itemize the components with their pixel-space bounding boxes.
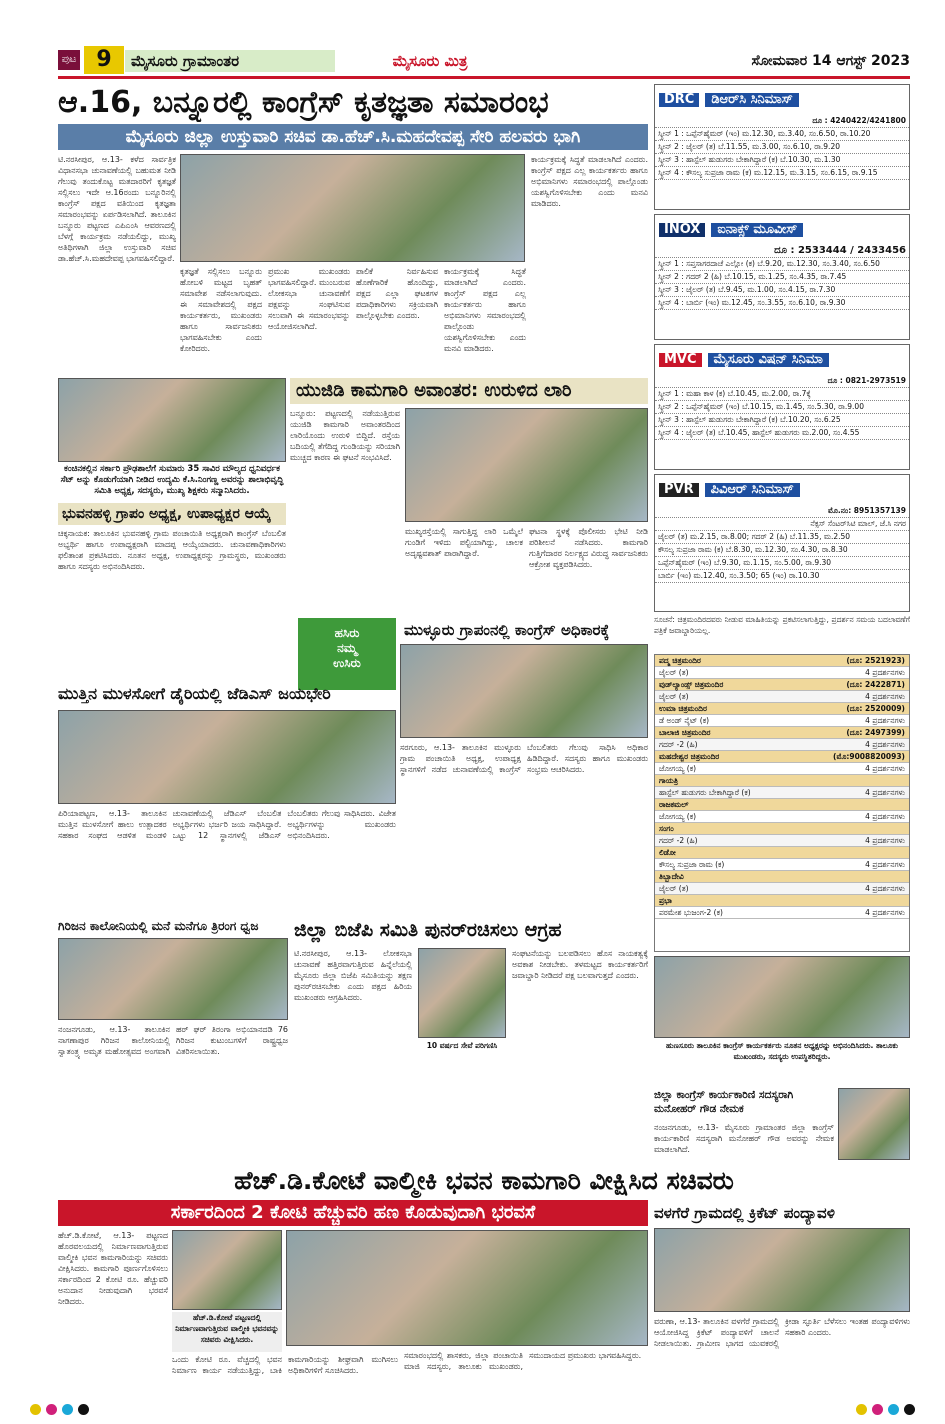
- drc-name: ಡಿಆರ್‌ಸಿ ಸಿನಿಮಾಸ್: [705, 93, 799, 107]
- theatre-name-row: [655, 895, 909, 907]
- theatre-name: ತಿಬ್ಬಾದೇವಿ: [659, 872, 684, 881]
- drc-row: ಸ್ಕ್ರೀನ್ 4 : ಕೌಸಲ್ಯ ಸುಪ್ರಜಾ ರಾಮ (ಕ) ಮ.12.15, ಮ.3.15, ಸಂ.6.15, ರಾ.9.15: [655, 167, 909, 180]
- inox-logo: INOX: [659, 223, 705, 237]
- theatre-name-row: [655, 751, 909, 763]
- pvr-phone: ಮೊ.ನಂ: 8951357139: [655, 505, 909, 518]
- pvr-row: ಕೌಸಲ್ಯ ಸುಪ್ರಜಾ ರಾಮ (ಕ) ಬೆ.8.30, ಮ.12.30, ಸಂ.4.30, ರಾ.8.30: [655, 544, 909, 557]
- inox-row: ಸ್ಕ್ರೀನ್ 1 : ಸಪ್ತಸಾಗರದಾಚೆ ಎಲ್ಲೋ (ಕ) ಬೆ.9.20, ಮ.12.30, ಸಂ.3.40, ಸಂ.6.50: [655, 258, 909, 271]
- masthead-logo: ಮೈಸೂರು ಮಿತ್ರ: [392, 52, 468, 70]
- movie-title: ಹಾಸ್ಟೆಲ್ ಹುಡುಗರು ಬೇಕಾಗಿದ್ದಾರೆ (ಕ): [659, 788, 751, 797]
- bjp-portrait: [418, 948, 506, 1038]
- mvc-name: ಮೈಸೂರು ವಿಷನ್ ಸಿನಿಮಾ: [708, 353, 829, 367]
- movie-title: ಪರಮೇಶ ಭುಜಂಗ-2 (ಕ): [659, 908, 723, 917]
- lorry-headline: ಯುಜಿಡಿ ಕಾಮಗಾರಿ ಅವಾಂತರ: ಉರುಳಿದ ಲಾರಿ: [290, 378, 648, 404]
- theatre-movie-row: [655, 667, 909, 679]
- registration-dot: [62, 1404, 73, 1415]
- theatre-name-row: [655, 823, 909, 835]
- hdkote-text-left: ಹೆಚ್.ಡಿ.ಕೋಟೆ, ಆ.13- ಪಟ್ಟಣದ ಹೊರವಲಯದಲ್ಲಿ ನಿರ್ಮಾಣವಾಗುತ್ತಿರುವ ವಾಲ್ಮೀಕಿ ಭವನ ಕಾಮಗಾರಿಯನ್ನು ಸಚಿವರು ವೀಕ್ಷಿಸಿದರು. ಕಾಮಗಾರಿ ಪೂರ್ಣಗೊಳಿಸಲು ಸರ್ಕಾರದಿಂದ 2 ಕೋಟಿ ರೂ. ಹೆಚ್ಚುವರಿ ಅನುದಾನ ನೀಡುವುದಾಗಿ ಭರವಸೆ ನೀಡಿದರು.: [58, 1231, 168, 1306]
- theatre-name-row: [655, 775, 909, 787]
- green-logo-line2: ನಮ್ಮ: [337, 641, 357, 655]
- show-count: 4 ಪ್ರದರ್ಶನಗಳು: [865, 860, 905, 869]
- green-logo: [298, 618, 396, 690]
- mvc-row: ಸ್ಕ್ರೀನ್ 2 : ಒಪ್ಪೆನ್‌ಹೈಮರ್ (ಇಂ) ಬೆ.10.15, ಮ.1.45, ಸಂ.5.30, ರಾ.9.00: [655, 401, 909, 414]
- pvr-row: ಒಪ್ಪೆನ್‌ಹೈಮರ್ (ಇಂ) ಬೆ.9.30, ಮ.1.15, ಸಂ.5.00, ರಾ.9.30: [655, 557, 909, 570]
- bjp-headline: ಜಿಲ್ಲಾ ಬಿಜೆಪಿ ಸಮಿತಿ ಪುನರ್‌ರಚಿಸಲು ಆಗ್ರಹ: [294, 919, 562, 941]
- show-count: 4 ಪ್ರದರ್ಶನಗಳು: [865, 668, 905, 677]
- lead-photo: [180, 154, 525, 262]
- mvc-phone: ದೂ : 0821-2973519: [655, 375, 909, 388]
- bjp-text-right: ಸಂಘಟನೆಯನ್ನು ಬಲಪಡಿಸಲು ಹೊಸ ನಾಯಕತ್ವಕ್ಕೆ ಅವಕಾಶ ನೀಡಬೇಕು. ತಳಮಟ್ಟದ ಕಾರ್ಯಕರ್ತರಿಗೆ ಜವಾಬ್ದಾರಿ ನೀಡಿದರೆ ಪಕ್ಷ ಬಲವಾಗುತ್ತದೆ ಎಂದರು.: [512, 949, 648, 980]
- registration-dot: [904, 1404, 915, 1415]
- movie-title: ಜೈಲರ್ (ತ): [659, 692, 689, 701]
- theatre-movie-row: [655, 859, 909, 871]
- page-label: ಪುಟ: [58, 50, 80, 70]
- theatre-name: ಮಹದೇಶ್ವರ ಚಿತ್ರಮಂದಿರ: [659, 752, 720, 761]
- flag-photo: [58, 938, 288, 1020]
- pvr-name: ಪಿವಿಆರ್ ಸಿನಿಮಾಸ್: [705, 483, 800, 497]
- inox-listing: [654, 214, 910, 340]
- mulluru-text: ಸರಗೂರು, ಆ.13- ತಾಲೂಕಿನ ಮುಳ್ಳೂರು ಗ್ರಾಮ ಪಂಚಾಯಿತಿ ಅಧ್ಯಕ್ಷ, ಉಪಾಧ್ಯಕ್ಷ ಸ್ಥಾನಗಳಿಗೆ ನಡೆದ ಚುನಾವಣೆಯಲ್ಲಿ ಕಾಂಗ್ರೆಸ್ ಬೆಂಬಲಿತರು ಗೆಲುವು ಸಾಧಿಸಿ ಅಧಿಕಾರ ಹಿಡಿದಿದ್ದಾರೆ. ಸದಸ್ಯರು ಹಾಗೂ ಮುಖಂಡರು ಸಂಭ್ರಮ ಆಚರಿಸಿದರು.: [400, 743, 648, 774]
- hdkote-building-photo: [172, 1230, 282, 1310]
- inox-name: ಐನಾಕ್ಸ್ ಮೂವೀಸ್: [711, 223, 803, 237]
- registration-dot: [888, 1404, 899, 1415]
- theatre-name-row: [655, 799, 909, 811]
- cricket-headline: ವಳಗೆರೆ ಗ್ರಾಮದಲ್ಲಿ ಕ್ರಿಕೆಟ್ ಪಂದ್ಯಾವಳಿ: [654, 1204, 835, 1222]
- theatre-phone: (ದೂ: 2520009): [846, 704, 905, 713]
- theatre-name-row: [655, 871, 909, 883]
- drc-phone: ದೂ : 4240422/4241800: [655, 115, 909, 128]
- lead-headline: ಆ.16, ಬನ್ನೂರಲ್ಲಿ ಕಾಂಗ್ರೆಸ್ ಕೃತಜ್ಞತಾ ಸಮಾರಂಭ: [58, 85, 549, 120]
- theatre-movie-row: [655, 907, 909, 919]
- show-count: 4 ಪ್ರದರ್ಶನಗಳು: [865, 692, 905, 701]
- registration-dot: [872, 1404, 883, 1415]
- hdkote-headline: ಹೆಚ್.ಡಿ.ಕೋಟೆ ವಾಲ್ಮೀಕಿ ಭವನ ಕಾಮಗಾರಿ ವೀಕ್ಷಿಸಿದ ಸಚಿವರು: [234, 1166, 734, 1195]
- theatre-movie-row: [655, 883, 909, 895]
- lead-col3: ಪ್ರಮುಖ ಮುಖಂಡರು ಭಾಗವಹಿಸಲಿದ್ದಾರೆ. ಮುಂಬರುವ ಲೋಕಸಭಾ ಚುನಾವಣೆಗೆ ಪಕ್ಷವನ್ನು ಸಂಘಟಿಸುವ ಸಲುವಾಗಿ ಈ ಸಮಾರಂಭವನ್ನು ಆಯೋಜಿಸಲಾಗಿದೆ.: [268, 267, 350, 331]
- lead-subheadline: ಮೈಸೂರು ಜಿಲ್ಲಾ ಉಸ್ತುವಾರಿ ಸಚಿವ ಡಾ.ಹೆಚ್.ಸಿ.ಮಹದೇವಪ್ಪ ಸೇರಿ ಹಲವರು ಭಾಗಿ: [58, 124, 648, 150]
- inox-row: ಸ್ಕ್ರೀನ್ 3 : ಜೈಲರ್ (ತ) ಬೆ.9.45, ಮ.1.00, ಸಂ.4.15, ರಾ.7.30: [655, 284, 909, 297]
- movie-title: ಡೆ ಅಂಡ್ ನೈಟ್ (ಕ): [659, 716, 710, 725]
- district-portrait: [838, 1088, 910, 1160]
- movie-title: ಜೈಲರ್ (ತ): [659, 668, 689, 677]
- flag-headline: ಗಿರಿಜನ ಕಾಲೋನಿಯಲ್ಲಿ ಮನೆ ಮನೆಗೂ ತ್ರಿರಂಗ ಧ್ವಜ: [58, 919, 259, 933]
- registration-dot: [856, 1404, 867, 1415]
- hdkote-text-right: ಸಮಾರಂಭದಲ್ಲಿ ಶಾಸಕರು, ಜಿಲ್ಲಾ ಪಂಚಾಯಿತಿ ಮಾಜಿ ಸದಸ್ಯರು, ತಾಲೂಕು ಮುಖಂಡರು, ಸಮುದಾಯದ ಪ್ರಮುಖರು ಭಾಗವಹಿಸಿದ್ದರು.: [404, 1351, 642, 1371]
- dateline: ಸೋಮವಾರ 14 ಆಗಸ್ಟ್ 2023: [751, 53, 910, 69]
- hdkote-text-mid: ಒಂದು ಕೋಟಿ ರೂ. ವೆಚ್ಚದಲ್ಲಿ ಭವನ ನಿರ್ಮಾಣ ಕಾರ್ಯ ನಡೆಯುತ್ತಿದ್ದು, ಬಾಕಿ ಕಾಮಗಾರಿಯನ್ನು ಶೀಘ್ರವಾಗಿ ಮುಗಿಸಲು ಅಧಿಕಾರಿಗಳಿಗೆ ಸೂಚಿಸಿದರು.: [172, 1355, 398, 1375]
- theatre-movie-row: [655, 715, 909, 727]
- movie-title: ಜೋಗಯ್ಯ (ಕ): [659, 812, 697, 821]
- mvc-logo: MVC: [659, 353, 702, 367]
- registration-dot: [30, 1404, 41, 1415]
- felicitation-photo: [654, 956, 910, 1038]
- theatre-name: ರಾಜಕಮಲ್: [659, 800, 689, 809]
- theatre-phone: (ದೂ: 2422871): [846, 680, 905, 689]
- theatre-phone: (ದೂ: 2497399): [846, 728, 905, 737]
- show-count: 4 ಪ್ರದರ್ಶನಗಳು: [865, 764, 905, 773]
- theatre-movie-row: [655, 787, 909, 799]
- show-count: 4 ಪ್ರದರ್ಶನಗಳು: [865, 908, 905, 917]
- pvr-address: ನೆಕ್ಸಸ್ ಸೆಂಟರ್‌ಸಿಟಿ ಮಾಲ್, ಜೆ.ಸಿ ನಗರ: [655, 518, 909, 531]
- hdkote-photo-caption: ಹೆಚ್.ಡಿ.ಕೋಟೆ ಪಟ್ಟಣದಲ್ಲಿ ನಿರ್ಮಾಣವಾಗುತ್ತಿರುವ ವಾಲ್ಮೀಕಿ ಭವನವನ್ನು ಸಚಿವರು ವೀಕ್ಷಿಸಿದರು.: [172, 1312, 282, 1352]
- show-count: 4 ಪ್ರದರ್ಶನಗಳು: [865, 788, 905, 797]
- lorry-photo: [405, 408, 648, 522]
- drc-row: ಸ್ಕ್ರೀನ್ 3 : ಹಾಸ್ಟೆಲ್ ಹುಡುಗರು ಬೇಕಾಗಿದ್ದಾರೆ (ಕ) ಬೆ.10.30, ಮ.1.30: [655, 154, 909, 167]
- theatre-movie-row: [655, 691, 909, 703]
- felicitation-caption: ಹುಣಸೂರು ತಾಲೂಕಿನ ಕಾಂಗ್ರೆಸ್ ಕಾರ್ಯಕರ್ತರು ನೂತನ ಅಧ್ಯಕ್ಷರನ್ನು ಅಭಿನಂದಿಸಿದರು. ತಾಲೂಕು ಮುಖಂಡರು, ಸದಸ್ಯರು ಉಪಸ್ಥಿತರಿದ್ದರು.: [665, 1041, 899, 1061]
- bhuvana-text: ಚಿಕ್ಕನಾಯಕ: ತಾಲೂಕಿನ ಭುವನಹಳ್ಳಿ ಗ್ರಾಮ ಪಂಚಾಯಿತಿ ಅಧ್ಯಕ್ಷರಾಗಿ ಕಾಂಗ್ರೆಸ್ ಬೆಂಬಲಿತ ಅಭ್ಯರ್ಥಿ ಹಾಗೂ ಉಪಾಧ್ಯಕ್ಷರಾಗಿ ಮಾದಪ್ಪ ಆಯ್ಕೆಯಾದರು. ಚುನಾವಣಾಧಿಕಾರಿಗಳು ಫಲಿತಾಂಶ ಪ್ರಕಟಿಸಿದರು. ನೂತನ ಅಧ್ಯಕ್ಷ, ಉಪಾಧ್ಯಕ್ಷರನ್ನು ಗ್ರಾಮಸ್ಥರು, ಮುಖಂಡರು ಹಾಗೂ ಸದಸ್ಯರು ಅಭಿನಂದಿಸಿದರು.: [58, 529, 286, 571]
- drc-logo: DRC: [659, 93, 699, 107]
- theatre-name: ಉಮಾ ಚಿತ್ರಮಂದಿರ: [659, 704, 707, 713]
- mulluru-photo: [400, 644, 648, 738]
- bjp-photo-caption: 10 ವರ್ಷದ ಸೇವೆ ಪರಿಗಣಿಸಿ: [426, 1041, 498, 1050]
- show-count: 4 ಪ್ರದರ್ಶನಗಳು: [865, 812, 905, 821]
- header-rule: [58, 76, 910, 79]
- bjp-text: ಟಿ.ನರಸೀಪುರ, ಆ.13- ಲೋಕಸಭಾ ಚುನಾವಣೆ ಹತ್ತಿರವಾಗುತ್ತಿರುವ ಹಿನ್ನೆಲೆಯಲ್ಲಿ ಮೈಸೂರು ಜಿಲ್ಲಾ ಬಿಜೆಪಿ ಸಮಿತಿಯನ್ನು ತಕ್ಷಣ ಪುನರ್‌ರಚಿಸಬೇಕು ಎಂದು ಪಕ್ಷದ ಹಿರಿಯ ಮುಖಂಡರು ಆಗ್ರಹಿಸಿದರು.: [294, 949, 412, 1002]
- district-text: ನಂಜನಗೂಡು, ಆ.13- ಮೈಸೂರು ಗ್ರಾಮಾಂತರ ಜಿಲ್ಲಾ ಕಾಂಗ್ರೆಸ್ ಕಾರ್ಯಕಾರಿಣಿ ಸದಸ್ಯರಾಗಿ ಮನೋಹರ್ ಗೌಡ ಅವರನ್ನು ನೇಮಕ ಮಾಡಲಾಗಿದೆ.: [654, 1123, 834, 1154]
- green-logo-line3: ಉಸಿರು: [333, 656, 361, 670]
- school-caption: ಕಂಚಿನಕಲ್ಲಿನ ಸರ್ಕಾರಿ ಪ್ರೌಢಶಾಲೆಗೆ ಸುಮಾರು 35 ಸಾವಿರ ಮೌಲ್ಯದ ಧ್ವನಿವರ್ಧಕ ಸೆಟ್ ಅನ್ನು ಕೊಡುಗೆಯಾಗಿ ನೀಡಿದ ಉದ್ಯಮಿ ಕೆ.ಸಿ.ನಿಂಗಣ್ಣ ಅವರನ್ನು ಶಾಲಾಭಿವೃದ್ಧಿ ಸಮಿತಿ ಅಧ್ಯಕ್ಷ, ಸದಸ್ಯರು, ಮುಖ್ಯ ಶಿಕ್ಷಕರು ಸನ್ಮಾನಿಸಿದರು.: [60, 464, 284, 496]
- theatre-name: ಲಿಡೋ: [659, 848, 676, 857]
- theatre-name-row: [655, 727, 909, 739]
- drc-listing: [654, 84, 910, 210]
- lorry-text-left: ಬನ್ನೂರು: ಪಟ್ಟಣದಲ್ಲಿ ನಡೆಯುತ್ತಿರುವ ಯುಜಿಡಿ ಕಾಮಗಾರಿ ಅವಾಂತರದಿಂದ ಲಾರಿಯೊಂದು ಉರುಳಿ ಬಿದ್ದಿದೆ. ರಸ್ತೆಯ ಬದಿಯಲ್ಲಿ ತೆಗೆದಿದ್ದ ಗುಂಡಿಯನ್ನು ಸರಿಯಾಗಿ ಮುಚ್ಚದ ಕಾರಣ ಈ ಘಟನೆ ಸಂಭವಿಸಿದೆ.: [290, 409, 400, 462]
- show-count: 4 ಪ್ರದರ್ಶನಗಳು: [865, 716, 905, 725]
- registration-dot: [78, 1404, 89, 1415]
- theatre-name: ವುಡ್‌ಲ್ಯಾಂಡ್ಸ್ ಚಿತ್ರಮಂದಿರ: [659, 680, 724, 689]
- cricket-text: ವರುಣಾ, ಆ.13- ತಾಲೂಕಿನ ವಳಗೆರೆ ಗ್ರಾಮದಲ್ಲಿ ಆಯೋಜಿಸಿದ್ದ ಕ್ರಿಕೆಟ್ ಪಂದ್ಯಾವಳಿಗೆ ಚಾಲನೆ ನೀಡಲಾಯಿತು. ಗ್ರಾಮೀಣ ಭಾಗದ ಯುವಕರಲ್ಲಿ ಕ್ರೀಡಾ ಸ್ಫೂರ್ತಿ ಬೆಳೆಸಲು ಇಂತಹ ಪಂದ್ಯಾವಳಿಗಳು ಸಹಕಾರಿ ಎಂದರು.: [654, 1317, 910, 1348]
- lead-col2: ಕೃತಜ್ಞತೆ ಸಲ್ಲಿಸಲು ಬನ್ನೂರು ಹೋಬಳಿ ಮಟ್ಟದ ಬೃಹತ್ ಸಮಾವೇಶ ನಡೆಸಲಾಗುವುದು. ಈ ಸಮಾವೇಶದಲ್ಲಿ ಪಕ್ಷದ ಕಾರ್ಯಕರ್ತರು, ಮುಖಂಡರು ಹಾಗೂ ಸಾರ್ವಜನಿಕರು ಭಾಗವಹಿಸಬೇಕು ಎಂದು ಕೋರಿದರು.: [180, 267, 262, 353]
- theatre-phone: (ಮೊ:9008820093): [833, 752, 905, 761]
- bhuvana-headline: ಭುವನಹಳ್ಳಿ ಗ್ರಾಪಂ ಅಧ್ಯಕ್ಷ, ಉಪಾಧ್ಯಕ್ಷರ ಆಯ್ಕೆ: [58, 503, 286, 525]
- theatre-movie-row: [655, 739, 909, 751]
- theatre-name-row: [655, 703, 909, 715]
- section-title: ಮೈಸೂರು ಗ್ರಾಮಾಂತರ: [125, 50, 335, 72]
- theatre-name: ಪದ್ಮ ಚಿತ್ರಮಂದಿರ: [659, 656, 701, 665]
- movie-title: ಗದರ್ -2 (ಹಿ): [659, 740, 698, 749]
- mvc-listing: [654, 344, 910, 470]
- drc-row: ಸ್ಕ್ರೀನ್ 1 : ಒಪ್ಪೆನ್‌ಹೈಮರ್ (ಇಂ) ಮ.12.30, ಮ.3.40, ಸಂ.6.50, ರಾ.10.20: [655, 128, 909, 141]
- registration-marks: [0, 1402, 945, 1418]
- jds-photo: [58, 710, 396, 804]
- theatre-name-row: [655, 679, 909, 691]
- drc-row: ಸ್ಕ್ರೀನ್ 2 : ಜೈಲರ್ (ತ) ಬೆ.11.55, ಮ.3.00, ಸಂ.6.10, ರಾ.9.20: [655, 141, 909, 154]
- show-count: 4 ಪ್ರದರ್ಶನಗಳು: [865, 836, 905, 845]
- hdkote-band: ಸರ್ಕಾರದಿಂದ 2 ಕೋಟಿ ಹೆಚ್ಚುವರಿ ಹಣ ಕೊಡುವುದಾಗಿ ಭರವಸೆ: [58, 1200, 648, 1226]
- district-headline: ಜಿಲ್ಲಾ ಕಾಂಗ್ರೆಸ್ ಕಾರ್ಯಕಾರಿಣಿ ಸದಸ್ಯರಾಗಿ ಮನೋಹರ್ ಗೌಡ ನೇಮಕ: [654, 1089, 794, 1115]
- theatre-movie-row: [655, 811, 909, 823]
- theatre-movie-row: [655, 835, 909, 847]
- jds-headline: ಮುತ್ತಿನ ಮುಳಸೋಗೆ ಡೈರಿಯಲ್ಲಿ ಜೆಡಿಎಸ್ ಜಯಭೇರಿ: [58, 684, 331, 703]
- pvr-logo: PVR: [659, 483, 699, 497]
- theatre-movie-row: [655, 763, 909, 775]
- movie-title: ಕೌಸಲ್ಯ ಸುಪ್ರಜಾ ರಾಮ (ಕ): [659, 860, 725, 869]
- lead-col1: ಟಿ.ನರಸೀಪುರ, ಆ.13- ಕಳೆದ ಸಾರ್ವತ್ರಿಕ ವಿಧಾನಸಭಾ ಚುನಾವಣೆಯಲ್ಲಿ ಬಹುಮತ ನೀಡಿ ಗೆಲುವು ತಂದುಕೊಟ್ಟ ಮತದಾರರಿಗೆ ಕೃತಜ್ಞತೆ ಸಲ್ಲಿಸಲು ಇದೇ ಆ.16ರಂದು ಬನ್ನೂರಿನಲ್ಲಿ ಕಾಂಗ್ರೆಸ್ ಪಕ್ಷದ ವತಿಯಿಂದ ಕೃತಜ್ಞತಾ ಸಮಾರಂಭವನ್ನು ಏರ್ಪಡಿಸಲಾಗಿದೆ. ತಾಲೂಕಿನ ಬನ್ನೂರು ಪಟ್ಟಣದ ಎಪಿಎಂಸಿ ಆವರಣದಲ್ಲಿ ಬೆಳಗ್ಗೆ ಕಾರ್ಯಕ್ರಮ ನಡೆಯಲಿದ್ದು, ಮುಖ್ಯ ಅತಿಥಿಗಳಾಗಿ ಜಿಲ್ಲಾ ಉಸ್ತುವಾರಿ ಸಚಿವ ಡಾ.ಹೆಚ್.ಸಿ.ಮಹದೇವಪ್ಪ ಭಾಗವಹಿಸಲಿದ್ದಾರೆ.: [58, 155, 176, 263]
- lorry-text-mid: ಮುಖ್ಯರಸ್ತೆಯಲ್ಲಿ ಸಾಗುತ್ತಿದ್ದ ಲಾರಿ ಒಮ್ಮೆಲೆ ಗುಂಡಿಗೆ ಇಳಿದು ಪಲ್ಟಿಯಾಗಿದ್ದು, ಚಾಲಕ ಅದೃಷ್ಟವಶಾತ್ ಪಾರಾಗಿದ್ದಾರೆ.: [405, 527, 523, 558]
- theatre-name: ಸಂಗಂ: [659, 824, 674, 833]
- flag-text: ನಂಜನಗೂಡು, ಆ.13- ತಾಲೂಕಿನ ನಾಗಣಾಪುರ ಗಿರಿಜನ ಕಾಲೋನಿಯಲ್ಲಿ ಸ್ವಾತಂತ್ರ್ಯ ಅಮೃತ ಮಹೋತ್ಸವದ ಅಂಗವಾಗಿ ಹರ್ ಘರ್ ತಿರಂಗಾ ಅಭಿಯಾನದಡಿ 76 ಗಿರಿಜನ ಕುಟುಂಬಗಳಿಗೆ ರಾಷ್ಟ್ರಧ್ವಜ ವಿತರಿಸಲಾಯಿತು.: [58, 1025, 288, 1056]
- pvr-listing: [654, 474, 910, 612]
- lorry-text-right: ಘಟನಾ ಸ್ಥಳಕ್ಕೆ ಪೊಲೀಸರು ಭೇಟಿ ನೀಡಿ ಪರಿಶೀಲನೆ ನಡೆಸಿದರು. ಕಾಮಗಾರಿ ಗುತ್ತಿಗೆದಾರರ ನಿರ್ಲಕ್ಷ್ಯದ ವಿರುದ್ಧ ಸಾರ್ವಜನಿಕರು ಆಕ್ರೋಶ ವ್ಯಕ್ತಪಡಿಸಿದರು.: [529, 527, 648, 569]
- lead-col4: ಪಾಲಿಕೆ ನಿರ್ವಹಿಸುವ ಹೊಣೆಗಾರಿಕೆ ಹೊಂದಿದ್ದು, ಪಕ್ಷದ ಎಲ್ಲಾ ಘಟಕಗಳ ಪದಾಧಿಕಾರಿಗಳು ಸಕ್ರಿಯವಾಗಿ ಪಾಲ್ಗೊಳ್ಳಬೇಕು ಎಂದರು.: [356, 267, 438, 320]
- theatre-name: ಬಾಲಾಜಿ ಚಿತ್ರಮಂದಿರ: [659, 728, 711, 737]
- show-count: 4 ಪ್ರದರ್ಶನಗಳು: [865, 740, 905, 749]
- theatre-name-row: [655, 655, 909, 667]
- page-number: 9: [84, 46, 124, 74]
- movie-title: ಜೈಲರ್ (ತ): [659, 884, 689, 893]
- mvc-row: ಸ್ಕ್ರೀನ್ 3 : ಹಾಸ್ಟೆಲ್ ಹುಡುಗರು ಬೇಕಾಗಿದ್ದಾರೆ (ಕ) ಬೆ.10.20, ಸಂ.6.25: [655, 414, 909, 427]
- movie-title: ಜೋಗಯ್ಯ (ಕ): [659, 764, 697, 773]
- theatre-phone: (ದೂ: 2521923): [846, 656, 905, 665]
- mulluru-headline: ಮುಳ್ಳೂರು ಗ್ರಾಪಂನಲ್ಲಿ ಕಾಂಗ್ರೆಸ್ ಅಧಿಕಾರಕ್ಕೆ: [404, 621, 610, 639]
- lead-col5: ಕಾರ್ಯಕ್ರಮಕ್ಕೆ ಸಿದ್ಧತೆ ಮಾಡಲಾಗಿದೆ ಎಂದರು. ಕಾಂಗ್ರೆಸ್ ಪಕ್ಷದ ಎಲ್ಲ ಕಾರ್ಯಕರ್ತರು ಹಾಗೂ ಅಭಿಮಾನಿಗಳು ಸಮಾರಂಭದಲ್ಲಿ ಪಾಲ್ಗೊಂಡು ಯಶಸ್ವಿಗೊಳಿಸಬೇಕು ಎಂದು ಮನವಿ ಮಾಡಿದರು.: [444, 267, 526, 353]
- theatre-name: ಪ್ರಭಾ: [659, 896, 672, 905]
- mvc-row: ಸ್ಕ್ರೀನ್ 1 : ಮಹಾ ಕಾಳ (ಕ) ಬೆ.10.45, ಮ.2.00, ರಾ.7ಕ್ಕೆ: [655, 388, 909, 401]
- theatre-name: ಗಾಯತ್ರಿ: [659, 776, 679, 785]
- pvr-row: ಜೈಲರ್ (ತ) ಮ.2.15, ರಾ.8.00; ಗದರ್ 2 (ಹಿ) ಬೆ.11.35, ಮ.2.50: [655, 531, 909, 544]
- inox-phone: ದೂ : 2533444 / 2433456: [655, 245, 909, 258]
- cricket-photo: [654, 1228, 910, 1312]
- theatre-name-row: [655, 847, 909, 859]
- school-photo: [58, 378, 286, 462]
- show-count: 4 ಪ್ರದರ್ಶನಗಳು: [865, 884, 905, 893]
- pvr-row: ಬಾರ್ಬಿ (ಇಂ) ಮ.12.40, ಸಂ.3.50; 65 (ಇಂ) ರಾ.10.30: [655, 570, 909, 583]
- theatre-list: [654, 654, 910, 952]
- hdkote-main-photo: [286, 1230, 648, 1346]
- inox-row: ಸ್ಕ್ರೀನ್ 2 : ಗದರ್ 2 (ಹಿ) ಬೆ.10.15, ಮ.1.25, ಸಂ.4.35, ರಾ.7.45: [655, 271, 909, 284]
- cinema-notice: ಸೂಚನೆ: ಚಿತ್ರಮಂದಿರದವರು ನೀಡುವ ಮಾಹಿತಿಯನ್ನು ಪ್ರಕಟಿಸಲಾಗುತ್ತಿದ್ದು, ಪ್ರದರ್ಶನ ಸಮಯ ಬದಲಾವಣೆಗೆ ಪತ್ರಿಕೆ ಜವಾಬ್ದಾರಿಯಲ್ಲ.: [654, 615, 910, 635]
- jds-text: ಪಿರಿಯಾಪಟ್ಟಣ, ಆ.13- ತಾಲೂಕಿನ ಮುತ್ತಿನ ಮುಳಸೋಗೆ ಹಾಲು ಉತ್ಪಾದಕರ ಸಹಕಾರ ಸಂಘದ ಆಡಳಿತ ಮಂಡಳಿ ಚುನಾವಣೆಯಲ್ಲಿ ಜೆಡಿಎಸ್ ಬೆಂಬಲಿತ ಅಭ್ಯರ್ಥಿಗಳು ಭರ್ಜರಿ ಜಯ ಸಾಧಿಸಿದ್ದಾರೆ. ಒಟ್ಟು 12 ಸ್ಥಾನಗಳಲ್ಲಿ ಜೆಡಿಎಸ್ ಬೆಂಬಲಿತರು ಗೆಲುವು ಸಾಧಿಸಿದರು. ವಿಜೇತ ಅಭ್ಯರ್ಥಿಗಳನ್ನು ಮುಖಂಡರು ಅಭಿನಂದಿಸಿದರು.: [58, 809, 396, 840]
- registration-dot: [46, 1404, 57, 1415]
- movie-title: ಗದರ್ -2 (ಹಿ): [659, 836, 698, 845]
- green-logo-line1: ಹಸಿರು: [334, 626, 360, 640]
- lead-col6: ಕಾರ್ಯಕ್ರಮಕ್ಕೆ ಸಿದ್ಧತೆ ಮಾಡಲಾಗಿದೆ ಎಂದರು. ಕಾಂಗ್ರೆಸ್ ಪಕ್ಷದ ಎಲ್ಲ ಕಾರ್ಯಕರ್ತರು ಹಾಗೂ ಅಭಿಮಾನಿಗಳು ಸಮಾರಂಭದಲ್ಲಿ ಪಾಲ್ಗೊಂಡು ಯಶಸ್ವಿಗೊಳಿಸಬೇಕು ಎಂದು ಮನವಿ ಮಾಡಿದರು.: [531, 155, 648, 208]
- inox-row: ಸ್ಕ್ರೀನ್ 4 : ಬಾರ್ಬಿ (ಇಂ) ಮ.12.45, ಸಂ.3.55, ಸಂ.6.10, ರಾ.9.30: [655, 297, 909, 310]
- mvc-row: ಸ್ಕ್ರೀನ್ 4 : ಜೈಲರ್ (ತ) ಬೆ.10.45, ಹಾಸ್ಟೆಲ್ ಹುಡುಗರು ಮ.2.00, ಸಂ.4.55: [655, 427, 909, 440]
